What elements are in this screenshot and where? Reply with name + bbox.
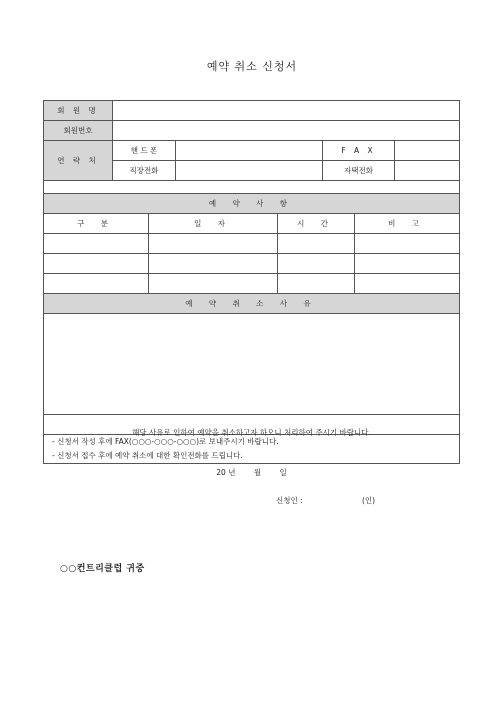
table-row xyxy=(44,274,460,294)
cancellation-form xyxy=(43,100,460,574)
time-cell[interactable] xyxy=(278,234,355,254)
remarks-cell[interactable] xyxy=(355,254,460,274)
category-cell[interactable] xyxy=(44,274,149,294)
page-title: 예약 취소 신청서 xyxy=(206,60,298,73)
fax-field[interactable] xyxy=(395,141,460,161)
home-phone-field[interactable] xyxy=(395,161,460,181)
category-cell[interactable] xyxy=(44,254,149,274)
date-day: 일 xyxy=(279,468,287,477)
remarks-cell[interactable] xyxy=(355,234,460,254)
note-item: - 신청서 작성 후에 FAX(○○○-○○○-○○○)로 보내주시기 바랍니다. xyxy=(52,437,279,446)
time-cell[interactable] xyxy=(278,274,355,294)
mobile-field[interactable] xyxy=(176,141,323,161)
notes-section xyxy=(44,435,460,464)
date-cell[interactable] xyxy=(149,274,278,294)
spacer-row xyxy=(44,181,460,194)
date-cell[interactable] xyxy=(149,254,278,274)
column-date: 일 자 xyxy=(149,214,278,234)
member-name-field[interactable] xyxy=(113,101,460,121)
column-remarks: 비 고 xyxy=(355,214,460,234)
date-cell[interactable] xyxy=(149,234,278,254)
club-label: ○○컨트리클럽 귀중 xyxy=(60,564,145,574)
column-category: 구 분 xyxy=(44,214,149,234)
member-number-label: 회원번호 xyxy=(44,121,113,141)
mobile-label: 핸 드 폰 xyxy=(113,141,176,161)
category-cell[interactable] xyxy=(44,234,149,254)
fax-label: F A X xyxy=(323,141,395,161)
seal-label: (인) xyxy=(362,496,376,505)
contact-label: 연 락 처 xyxy=(44,141,113,181)
remarks-cell[interactable] xyxy=(355,274,460,294)
work-phone-field[interactable] xyxy=(176,161,323,181)
date-year: 20 년 xyxy=(216,468,236,477)
notice-message: 해당 사유로 인하여 예약을 취소하고자 하오니 처리하여 주시기 바랍니다. xyxy=(132,428,371,437)
reason-header: 예 약 취 소 사 유 xyxy=(44,294,460,314)
table-row xyxy=(44,254,460,274)
column-time: 시 간 xyxy=(278,214,355,234)
reason-field[interactable] xyxy=(44,314,460,415)
application-date xyxy=(44,467,459,478)
reservation-header: 예 약 사 항 xyxy=(44,194,460,214)
applicant-label: 신청인 : xyxy=(276,496,303,505)
member-name-label: 회 원 명 xyxy=(44,101,113,121)
member-number-field[interactable] xyxy=(113,121,460,141)
date-month: 월 xyxy=(253,468,262,477)
table-row xyxy=(44,234,460,254)
home-phone-label: 자택전화 xyxy=(323,161,395,181)
work-phone-label: 직장전화 xyxy=(113,161,176,181)
time-cell[interactable] xyxy=(278,254,355,274)
note-item: - 신청서 접수 후에 예약 취소에 대한 확인전화를 드립니다. xyxy=(52,451,243,460)
